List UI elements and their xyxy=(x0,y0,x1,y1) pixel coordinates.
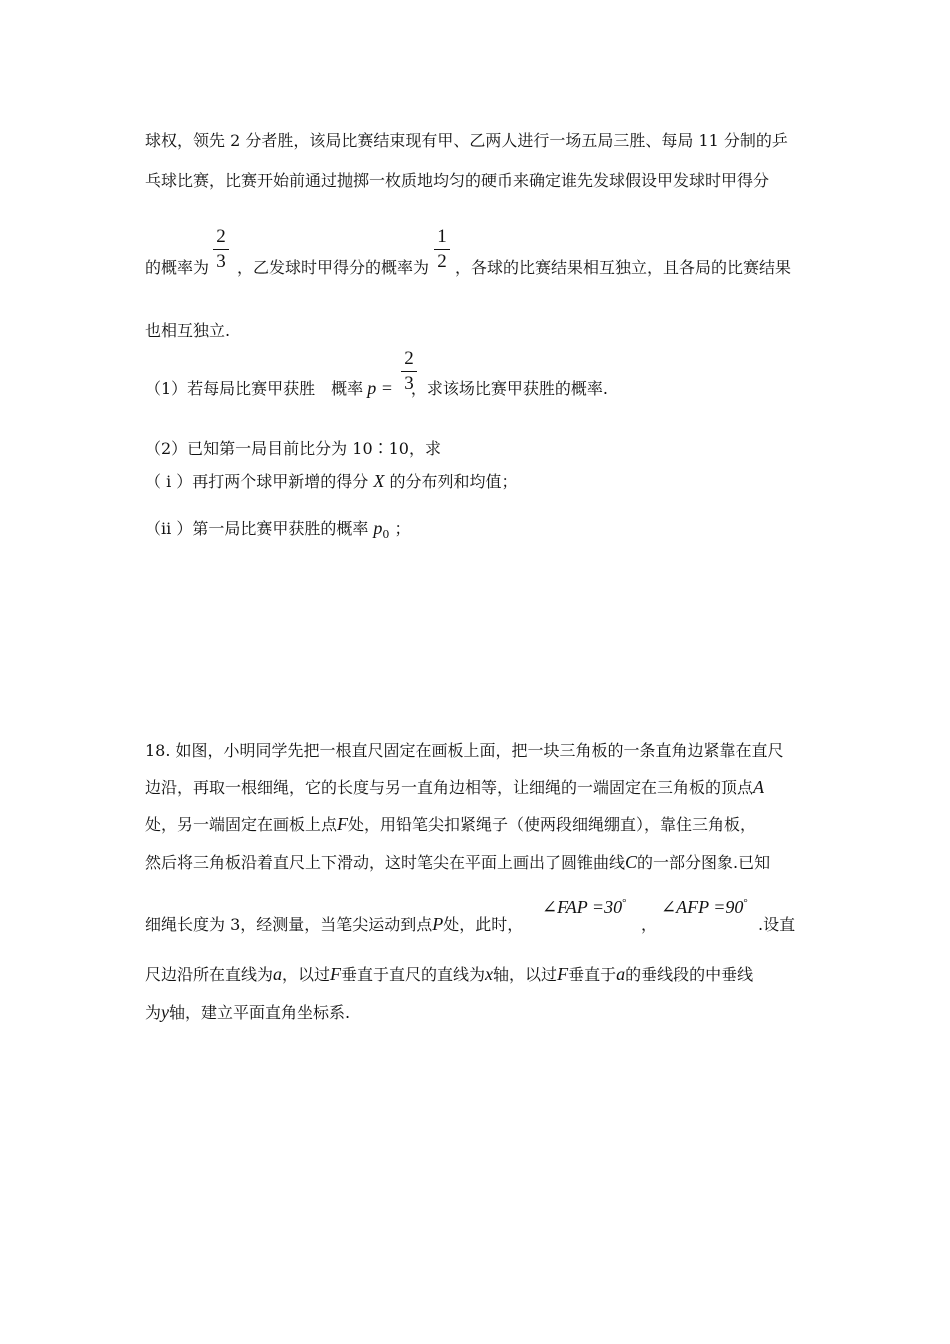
fraction-two-thirds: 2 3 xyxy=(213,227,229,272)
problem-18: 18. 如图，小明同学先把一根直尺固定在画板上面，把一块三角板的一条直角边紧靠在直尺 xyxy=(145,741,784,760)
question-1: （1）若每局比赛甲获胜 概率 p = ，求该场比赛甲获胜的概率. xyxy=(145,378,608,398)
fraction-two-thirds: 2 3 xyxy=(401,349,417,394)
text-line: 尺边沿所在直线为a，以过F垂直于直尺的直线为x轴，以过F垂直于a的垂线段的中垂线 xyxy=(145,964,754,984)
text-line: 然后将三角板沿着直尺上下滑动，这时笔尖在平面上画出了圆锥曲线C的一部分图象.已知 xyxy=(145,852,771,872)
text-line: 边沿，再取一根细绳，它的长度与另一直角边相等，让细绳的一端固定在三角板的顶点A xyxy=(145,777,765,797)
text-line: 也相互独立. xyxy=(145,321,231,340)
question-2-i: （ i ）再打两个球甲新增的得分 X 的分布列和均值； xyxy=(145,471,518,491)
separator: ， xyxy=(641,915,658,934)
fraction-one-half: 1 2 xyxy=(434,227,450,272)
question-2-ii: （ii ）第一局比赛甲获胜的概率 $p_0$ ； xyxy=(145,518,411,542)
text-line: 乓球比赛，比赛开始前通过抛掷一枚质地均匀的硬币来确定谁先发球假设甲发球时甲得分 xyxy=(145,171,770,190)
angle-afp: ∠AFP =90° xyxy=(661,897,748,917)
text-line: 为y轴，建立平面直角坐标系. xyxy=(145,1002,351,1022)
text-line: 处，另一端固定在画板上点F处，用铅笔尖扣紧绳子（使两段细绳绷直），靠住三角板， xyxy=(145,814,757,834)
text-line: 的概率为 ，乙发球时甲得分的概率为 ，各球的比赛结果相互独立，且各局的比赛结果 xyxy=(145,258,792,277)
text-line: 球权，领先 2 分者胜，该局比赛结束现有甲、乙两人进行一场五局三胜、每局 11 分制的乒 xyxy=(145,131,788,150)
angle-fap: ∠FAP =30° xyxy=(542,897,627,917)
text-line: 细绳长度为 3，经测量，当笔尖运动到点P处，此时， xyxy=(145,914,524,934)
text-line: .设直 xyxy=(758,915,796,934)
question-2: （2）已知第一局目前比分为 10∶10，求 xyxy=(145,439,441,458)
